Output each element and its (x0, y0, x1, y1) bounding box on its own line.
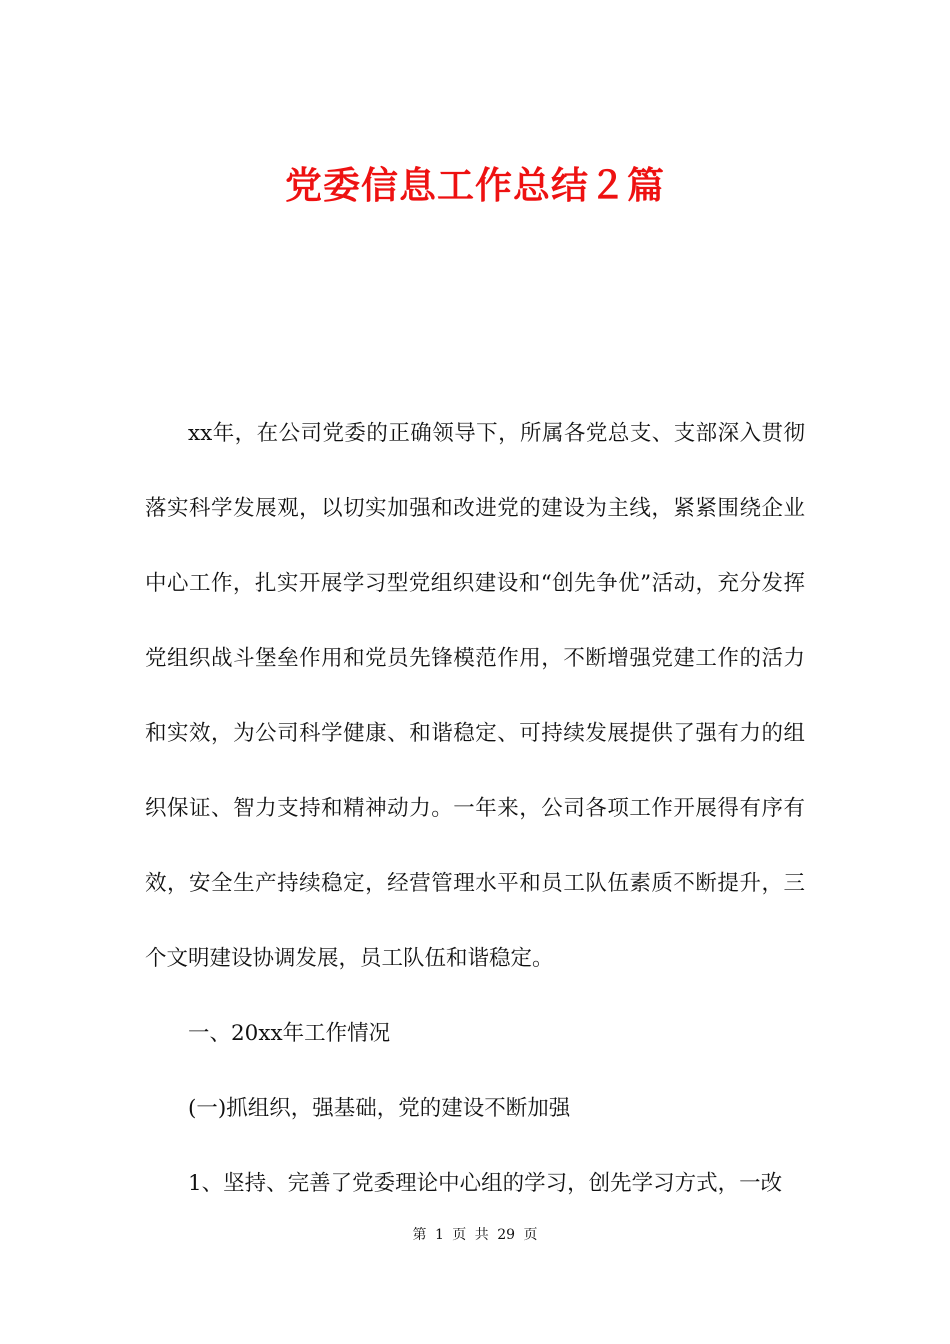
page-footer: 第 1 页 共 29 页 (412, 1227, 538, 1243)
subsection-heading: (一)抓组织，强基础，党的建设不断加强 (188, 1096, 571, 1121)
document-body (145, 396, 805, 1221)
section-heading: 一、20xx年工作情况 (188, 1021, 391, 1046)
paragraph-item-1: 1、坚持、完善了党委理论中心组的学习，创先学习方式，一改 (188, 1171, 783, 1196)
paragraph-intro: xx年，在公司党委的正确领导下，所属各党总支、支部深入贯彻落实科学发展观，以切实加强和改进党的建设为主线，紧紧围绕企业中心工作，扎实开展学习型党组织建设和“创先争优”活动，充分发挥党组织战斗堡垒作用和党员先锋模范作用，不断增强党建工作的活力和实效，为公司科学健康、和谐稳定、可持续发展提供了强有力的组织保证、智力支持和精神动力。一年来，公司各项工作开展得有序有效，安全生产持续稳定，经营管理水平和员工队伍素质不断提升，三个文明建设协调发展，员工队伍和谐稳定。 (145, 421, 805, 971)
document-title: 党委信息工作总结２篇 (285, 164, 665, 207)
